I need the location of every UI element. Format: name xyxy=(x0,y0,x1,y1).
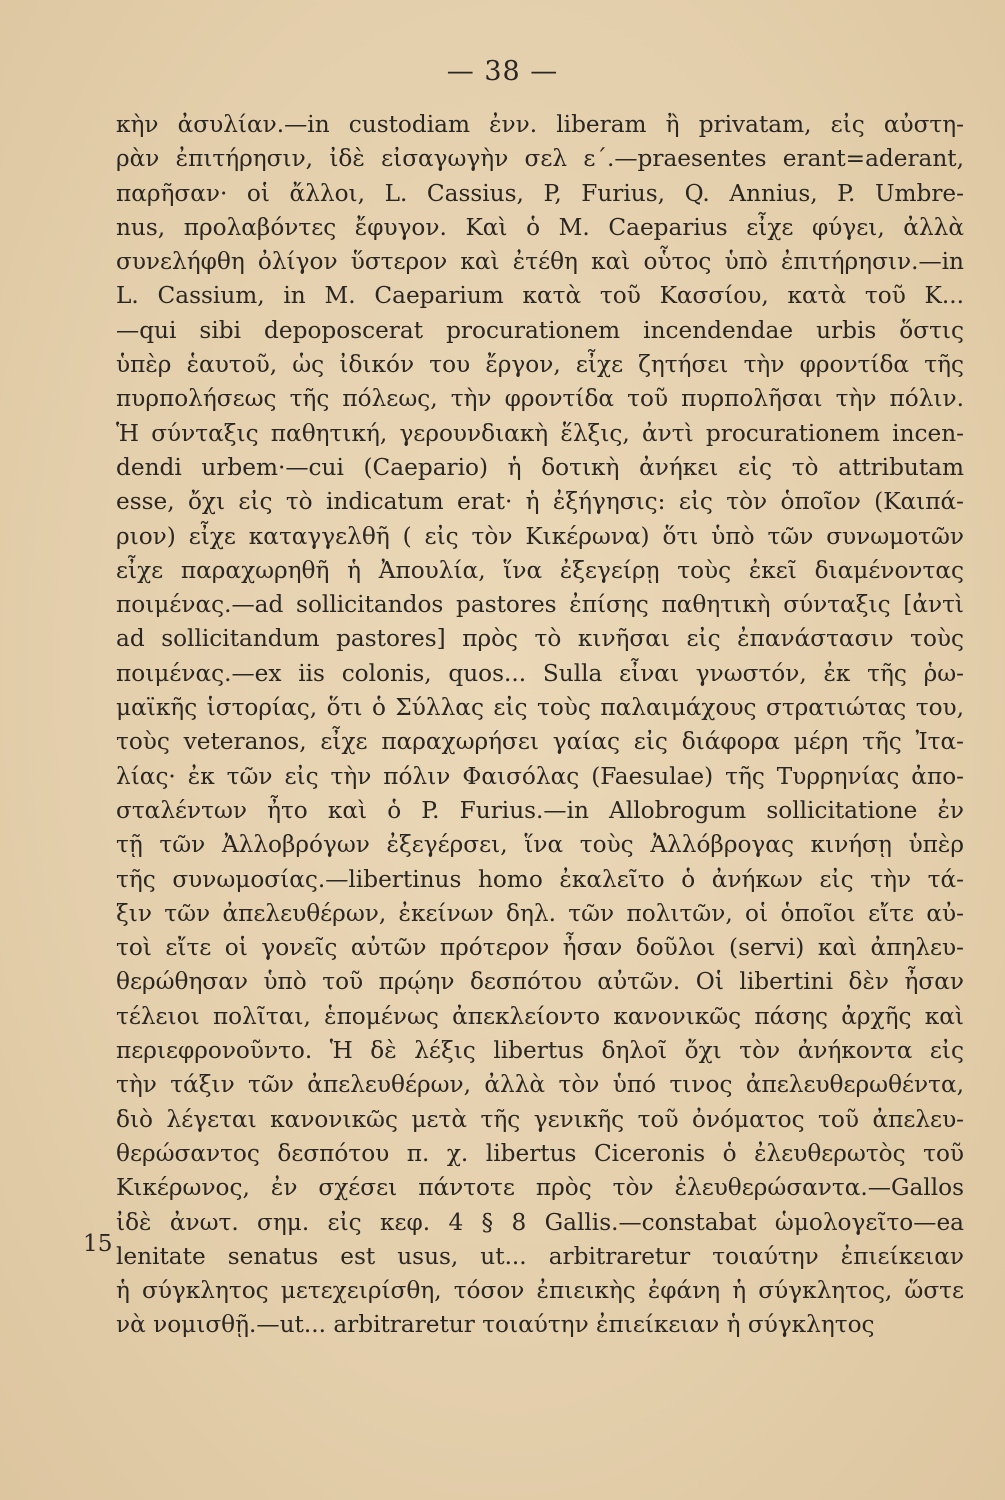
text-line: σταλέντων ἦτο καὶ ὁ P. Furius.—in Allobrogum sollicitatione ἐν xyxy=(116,796,964,824)
margin-line-number: 15 xyxy=(83,1230,113,1257)
text-line: θερώσαντος δεσπότου π. χ. libertus Ciceronis ὁ ἐλευθερωτὸς τοῦ xyxy=(116,1139,964,1167)
text-line: ad sollicitandum pastores] πρὸς τὸ κινῆσαι εἰς ἐπανάστασιν τοὺς xyxy=(116,625,964,653)
text-line: ριον) εἶχε καταγγελθῆ ( εἰς τὸν Κικέρωνα) ὅτι ὑπὸ τῶν συνωμοτῶν xyxy=(116,522,964,550)
text-line: τὴν τάξιν τῶν ἀπελευθέρων, ἀλλὰ τὸν ὑπό τινος ἀπελευθερωθέντα, xyxy=(116,1071,964,1099)
text-line: τέλειοι πολῖται, ἑπομένως ἀπεκλείοντο κανονικῶς πάσης ἀρχῆς καὶ xyxy=(116,1002,964,1030)
text-line: ἰδὲ ἀνωτ. σημ. εἰς κεφ. 4 § 8 Gallis.—constabat ὡμολογεῖτο—ea xyxy=(116,1208,964,1236)
text-line: παρῆσαν· οἱ ἄλλοι, L. Cassius, P, Furius, Q. Annius, P. Umbre- xyxy=(116,179,964,207)
text-line: διὸ λέγεται κανονικῶς μετὰ τῆς γενικῆς τοῦ ὀνόματος τοῦ ἀπελευ- xyxy=(116,1105,964,1133)
text-line: —qui sibi depoposcerat procurationem incendendae urbis ὅστις xyxy=(116,316,964,344)
text-line: ρὰν ἐπιτήρησιν, ἰδὲ εἰσαγωγὴν σελ ε΄.—praesentes erant=aderant, xyxy=(116,145,964,173)
text-line: ποιμένας.—ad sollicitandos pastores ἐπίσης παθητικὴ σύνταξις [ἀντὶ xyxy=(116,591,964,619)
text-line: τῆς συνωμοσίας.—libertinus homo ἐκαλεῖτο ὁ ἀνήκων εἰς τὴν τά- xyxy=(116,865,964,893)
text-line: Ἡ σύνταξις παθητική, γερουνδιακὴ ἕλξις, ἀντὶ procurationem incen- xyxy=(116,419,964,447)
text-line: Κικέρωνος, ἐν σχέσει πάντοτε πρὸς τὸν ἐλευθερώσαντα.—Gallos xyxy=(116,1174,964,1202)
text-line: ποιμένας.—ex iis colonis, quos... Sulla εἶναι γνωστόν, ἐκ τῆς ῥω- xyxy=(116,659,964,687)
text-line: πυρπολήσεως τῆς πόλεως, τὴν φροντίδα τοῦ πυρπολῆσαι τὴν πόλιν. xyxy=(116,385,964,413)
text-line: τῇ τῶν Ἀλλοβρόγων ἐξεγέρσει, ἵνα τοὺς Ἀλλόβρογας κινήσῃ ὑπὲρ xyxy=(116,831,964,859)
text-line: lenitate senatus est usus, ut... arbitraretur τοιαύτην ἐπιείκειαν xyxy=(116,1242,964,1270)
text-line: esse, ὄχι εἰς τὸ indicatum erat· ἡ ἐξήγησις: εἰς τὸν ὁποῖον (Καιπά- xyxy=(116,488,964,516)
text-line: μαϊκῆς ἱστορίας, ὅτι ὁ Σύλλας εἰς τοὺς παλαιμάχους στρατιώτας του, xyxy=(116,694,964,722)
text-line: συνελήφθη ὀλίγον ὕστερον καὶ ἐτέθη καὶ οὗτος ὑπὸ ἐπιτήρησιν.—in xyxy=(116,248,964,276)
text-line: νὰ νομισθῇ.—ut... arbitraretur τοιαύτην ἐπιείκειαν ἡ σύγκλητος xyxy=(116,1311,875,1339)
text-line: ὑπὲρ ἑαυτοῦ, ὡς ἰδικόν του ἔργον, εἶχε ζητήσει τὴν φροντίδα τῆς xyxy=(116,351,964,379)
commentary-text xyxy=(116,108,964,1343)
text-line: nus, προλαβόντες ἔφυγον. Καὶ ὁ Μ. Caeparius εἶχε φύγει, ἀλλὰ xyxy=(116,213,964,241)
text-line: L. Cassium, in M. Caeparium κατὰ τοῦ Κασσίου, κατὰ τοῦ Κ... xyxy=(116,282,964,310)
text-line: dendi urbem·—cui (Caepario) ἡ δοτικὴ ἀνήκει εἰς τὸ attributam xyxy=(116,453,964,481)
text-line: περιεφρονοῦντο. Ἡ δὲ λέξις libertus δηλοῖ ὄχι τὸν ἀνήκοντα εἰς xyxy=(116,1037,964,1065)
text-line: κὴν ἀσυλίαν.—in custodiam ἐνν. liberam ἢ privatam, εἰς αὐστη- xyxy=(116,111,964,138)
text-line: εἶχε παραχωρηθῆ ἡ Ἀπουλία, ἵνα ἐξεγείρῃ τοὺς ἐκεῖ διαμένοντας xyxy=(116,556,964,584)
text-line: θερώθησαν ὑπὸ τοῦ πρῴην δεσπότου αὐτῶν. Οἱ libertini δὲν ἦσαν xyxy=(116,968,964,996)
text-line: τοὺς veteranos, εἶχε παραχωρήσει γαίας εἰς διάφορα μέρη τῆς Ἰτα- xyxy=(116,728,964,756)
page-number: — 38 — xyxy=(446,56,559,87)
text-line: ἡ σύγκλητος μετεχειρίσθη, τόσον ἐπιεικὴς ἐφάνη ἡ σύγκλητος, ὥστε xyxy=(116,1277,964,1305)
text-line: λίας· ἐκ τῶν εἰς τὴν πόλιν Φαισόλας (Faesulae) τῆς Τυρρηνίας ἀπο- xyxy=(116,762,964,790)
text-line: ξιν τῶν ἀπελευθέρων, ἐκείνων δηλ. τῶν πολιτῶν, οἱ ὁποῖοι εἴτε αὐ- xyxy=(116,899,964,927)
text-line: τοὶ εἴτε οἱ γονεῖς αὐτῶν πρότερον ἦσαν δοῦλοι (servi) καὶ ἀπηλευ- xyxy=(116,934,964,962)
